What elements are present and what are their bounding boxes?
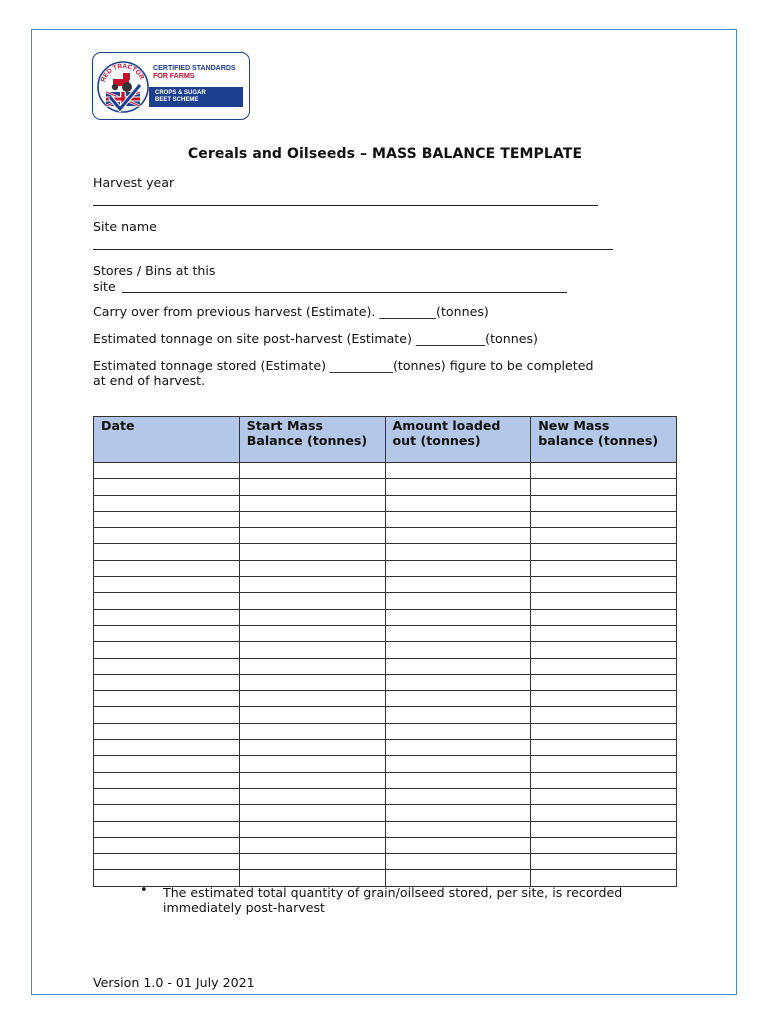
bullet-note: The estimated total quantity of grain/oilseed stored, per site, is recorded immediately post-harvest: [163, 885, 623, 915]
table-cell[interactable]: [239, 821, 385, 837]
table-cell[interactable]: [385, 772, 531, 788]
table-cell[interactable]: [385, 658, 531, 674]
table-cell[interactable]: [385, 821, 531, 837]
post-harvest-line: Estimated tonnage on site post-harvest (Estimate) ___________(tonnes): [93, 331, 538, 346]
red-tractor-logo: [92, 52, 250, 120]
stored-line1: Estimated tonnage stored (Estimate) __________(tonnes) figure to be completed: [93, 358, 594, 373]
table-cell[interactable]: [531, 625, 677, 641]
table-cell[interactable]: [531, 674, 677, 690]
table-cell[interactable]: [531, 837, 677, 853]
table-row: [94, 707, 677, 723]
table-cell[interactable]: [385, 870, 531, 886]
table-cell[interactable]: [385, 463, 531, 479]
table-cell[interactable]: [94, 511, 240, 527]
table-cell[interactable]: [531, 788, 677, 804]
table-cell[interactable]: [239, 691, 385, 707]
table-row: [94, 691, 677, 707]
table-cell[interactable]: [531, 805, 677, 821]
table-cell[interactable]: [239, 560, 385, 576]
table-cell[interactable]: [94, 870, 240, 886]
table-cell[interactable]: [385, 528, 531, 544]
version-footer: Version 1.0 - 01 July 2021: [93, 975, 255, 990]
table-cell[interactable]: [239, 495, 385, 511]
table-cell[interactable]: [239, 870, 385, 886]
table-cell[interactable]: [239, 642, 385, 658]
table-cell[interactable]: [531, 511, 677, 527]
site-name-label: Site name: [93, 219, 157, 234]
table-cell[interactable]: [385, 593, 531, 609]
table-row: [94, 479, 677, 495]
header-new-mass-balance: New Mass balance (tonnes): [531, 417, 677, 463]
table-row: [94, 837, 677, 853]
table-cell[interactable]: [239, 756, 385, 772]
table-cell[interactable]: [94, 723, 240, 739]
table-row: [94, 528, 677, 544]
site-name-field[interactable]: [93, 249, 613, 250]
table-cell[interactable]: [239, 544, 385, 560]
table-cell[interactable]: [239, 479, 385, 495]
table-cell[interactable]: [94, 756, 240, 772]
table-row: [94, 740, 677, 756]
page-title: Cereals and Oilseeds – MASS BALANCE TEMPLATE: [187, 146, 583, 162]
bullet-icon: •: [140, 883, 148, 898]
table-row: [94, 642, 677, 658]
logo-title-line2: FOR FARMS: [153, 70, 195, 80]
table-row: [94, 870, 677, 886]
table-cell[interactable]: [94, 479, 240, 495]
header-amount-loaded-out: Amount loaded out (tonnes): [385, 417, 531, 463]
table-cell[interactable]: [94, 609, 240, 625]
table-cell[interactable]: [94, 674, 240, 690]
table-row: [94, 854, 677, 870]
table-cell[interactable]: [531, 821, 677, 837]
table-cell[interactable]: [385, 495, 531, 511]
table-cell[interactable]: [94, 707, 240, 723]
table-cell[interactable]: [531, 528, 677, 544]
table-cell[interactable]: [94, 788, 240, 804]
table-cell[interactable]: [239, 854, 385, 870]
table-cell[interactable]: [94, 691, 240, 707]
table-row: [94, 463, 677, 479]
table-row: [94, 723, 677, 739]
table-cell[interactable]: [385, 511, 531, 527]
table-cell[interactable]: [94, 560, 240, 576]
table-cell[interactable]: [531, 772, 677, 788]
table-cell[interactable]: [531, 544, 677, 560]
table-cell[interactable]: [239, 463, 385, 479]
table-cell[interactable]: [239, 707, 385, 723]
logo-scheme-line2: BEET SCHEME: [155, 96, 199, 103]
logo-title-line1: CERTIFIED STANDARDS: [153, 63, 236, 72]
table-row: [94, 560, 677, 576]
table-cell[interactable]: [531, 642, 677, 658]
table-row: [94, 805, 677, 821]
table-row: [94, 674, 677, 690]
table-cell[interactable]: [531, 479, 677, 495]
table-row: [94, 772, 677, 788]
table-row: [94, 609, 677, 625]
table-cell[interactable]: [531, 691, 677, 707]
table-cell[interactable]: [94, 625, 240, 641]
table-cell[interactable]: [385, 674, 531, 690]
table-cell[interactable]: [94, 463, 240, 479]
table-cell[interactable]: [385, 707, 531, 723]
table-row: [94, 544, 677, 560]
table-cell[interactable]: [385, 560, 531, 576]
table-cell[interactable]: [531, 870, 677, 886]
table-row: [94, 625, 677, 641]
table-cell[interactable]: [239, 772, 385, 788]
table-cell[interactable]: [94, 740, 240, 756]
table-row: [94, 495, 677, 511]
table-cell[interactable]: [531, 495, 677, 511]
table-cell[interactable]: [385, 642, 531, 658]
table-cell[interactable]: [94, 642, 240, 658]
table-cell[interactable]: [531, 658, 677, 674]
table-cell[interactable]: [385, 788, 531, 804]
table-cell[interactable]: [94, 577, 240, 593]
table-cell[interactable]: [239, 593, 385, 609]
table-cell[interactable]: [239, 658, 385, 674]
table-cell[interactable]: [239, 511, 385, 527]
table-cell[interactable]: [94, 495, 240, 511]
table-cell[interactable]: [239, 740, 385, 756]
stored-line2: at end of harvest.: [93, 373, 206, 388]
red-tractor-emblem-icon: [96, 57, 154, 117]
table-row: [94, 821, 677, 837]
table-cell[interactable]: [531, 740, 677, 756]
table-cell[interactable]: [531, 707, 677, 723]
table-cell[interactable]: [239, 609, 385, 625]
table-cell[interactable]: [531, 593, 677, 609]
logo-scheme-badge: [149, 87, 243, 107]
table-row: [94, 788, 677, 804]
table-cell[interactable]: [94, 805, 240, 821]
logo-arc-text: RED TRACTOR: [99, 62, 146, 83]
table-cell[interactable]: [94, 821, 240, 837]
stores-field[interactable]: [122, 292, 567, 293]
table-cell[interactable]: [531, 609, 677, 625]
table-cell[interactable]: [239, 805, 385, 821]
table-cell[interactable]: [94, 658, 240, 674]
table-cell[interactable]: [385, 691, 531, 707]
logo-title: [153, 64, 236, 79]
table-cell[interactable]: [94, 837, 240, 853]
table-header-row: [94, 417, 677, 463]
stores-label-line1: Stores / Bins at this: [93, 263, 216, 278]
table-cell[interactable]: [385, 837, 531, 853]
table-cell[interactable]: [385, 805, 531, 821]
table-cell[interactable]: [239, 577, 385, 593]
table-cell[interactable]: [385, 740, 531, 756]
table-cell[interactable]: [239, 528, 385, 544]
table-cell[interactable]: [94, 544, 240, 560]
table-row: [94, 511, 677, 527]
table-cell[interactable]: [239, 674, 385, 690]
table-row: [94, 658, 677, 674]
table-cell[interactable]: [385, 625, 531, 641]
table-row: [94, 577, 677, 593]
table-cell[interactable]: [531, 723, 677, 739]
table-cell[interactable]: [531, 577, 677, 593]
table-cell[interactable]: [531, 560, 677, 576]
stores-label-line2: site: [93, 279, 116, 294]
table-cell[interactable]: [385, 854, 531, 870]
table-cell[interactable]: [94, 528, 240, 544]
header-date: Date: [94, 417, 240, 463]
table-cell[interactable]: [239, 723, 385, 739]
table-row: [94, 593, 677, 609]
header-start-mass-balance: Start Mass Balance (tonnes): [239, 417, 385, 463]
mass-balance-table: [93, 416, 677, 887]
table-cell[interactable]: [239, 788, 385, 804]
table-cell[interactable]: [531, 756, 677, 772]
table-cell[interactable]: [385, 479, 531, 495]
table-cell[interactable]: [385, 544, 531, 560]
table-cell[interactable]: [385, 577, 531, 593]
table-cell[interactable]: [239, 625, 385, 641]
table-cell[interactable]: [531, 463, 677, 479]
table-cell[interactable]: [94, 854, 240, 870]
table-cell[interactable]: [239, 837, 385, 853]
table-cell[interactable]: [385, 756, 531, 772]
table-cell[interactable]: [385, 723, 531, 739]
logo-scheme-line1: CROPS & SUGAR: [155, 90, 206, 96]
harvest-year-label: Harvest year: [93, 175, 175, 190]
table-row: [94, 756, 677, 772]
table-cell[interactable]: [94, 593, 240, 609]
table-cell[interactable]: [94, 772, 240, 788]
carry-over-line: Carry over from previous harvest (Estimate). _________(tonnes): [93, 304, 489, 319]
harvest-year-field[interactable]: [93, 205, 598, 206]
table-cell[interactable]: [385, 609, 531, 625]
table-cell[interactable]: [531, 854, 677, 870]
table-body: [94, 463, 677, 887]
